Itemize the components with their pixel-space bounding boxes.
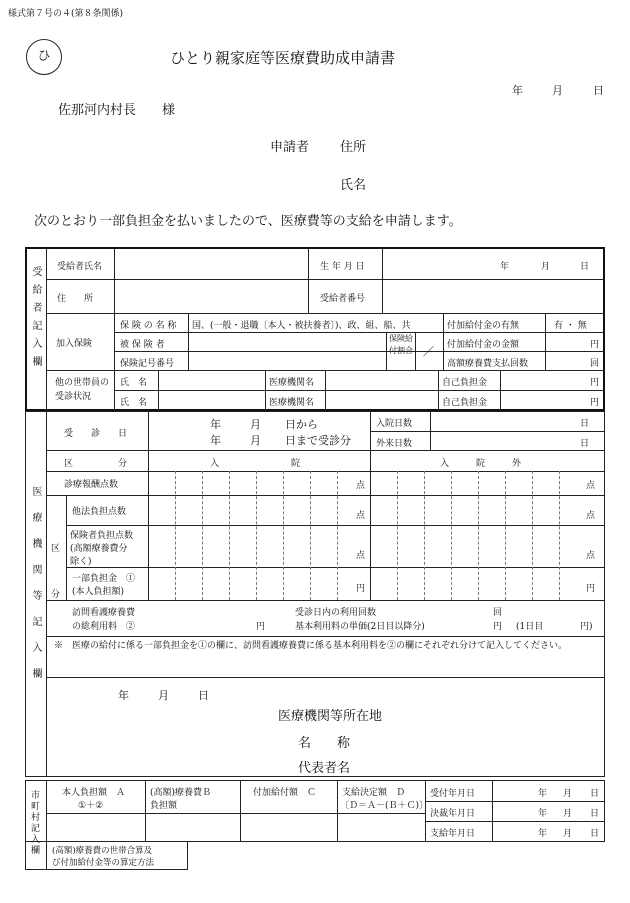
visit-date-label: 受 診 日: [64, 429, 128, 439]
representative-label: 代表者名: [298, 761, 351, 776]
points-inpatient-unit: 点: [356, 481, 366, 491]
benefit-ratio-slash: ／: [423, 345, 434, 358]
benefit-ratio-label: 保険給付割合: [389, 334, 413, 355]
kubun-char-1: 区: [51, 544, 61, 554]
received-year: 年: [538, 789, 548, 799]
decided-month: 月: [563, 809, 573, 819]
applicant-name-label: 氏名: [340, 178, 367, 193]
partial-outpatient-yen: 円: [586, 584, 596, 594]
insurer-points-label-2: (高額療養費分: [70, 544, 128, 554]
member-1-institution-label: 医療機関名: [269, 378, 315, 388]
visit-from-month: 月: [250, 418, 261, 431]
date-day: 日: [593, 84, 604, 97]
received-date-label: 受付年月日: [430, 789, 476, 799]
points-outpatient-unit: 点: [586, 481, 596, 491]
form-title: ひとり親家庭等医療費助成申請書: [170, 49, 396, 67]
calc-method-label-1: (高額)療養費の世帯合算及: [52, 846, 153, 856]
additional-benefit-label: 付加給付金の有無: [447, 321, 520, 331]
other-law-label: 他法負担点数: [72, 507, 127, 517]
insurance-name-label: 保 険 の 名 称: [120, 321, 177, 331]
insurer-points-inpatient-unit: 点: [356, 551, 366, 561]
nursing-base-label: 基本利用料の単価(2日目以降分): [295, 622, 425, 632]
partial-payment-label-1: 一部負担金 ①: [72, 574, 136, 584]
insurer-points-label-1: 保険者負担点数: [70, 531, 134, 541]
nursing-count-label: 受診日内の利用回数: [295, 608, 377, 618]
visit-to-year: 年: [210, 434, 221, 447]
member-1-yen: 円: [590, 378, 600, 388]
member-2-name-label: 氏 名: [120, 398, 148, 408]
insurer-points-outpatient-unit: 点: [586, 551, 596, 561]
member-2-institution-label: 医療機関名: [269, 398, 315, 408]
request-statement: 次のとおり一部負担金を払いましたので、医療費等の支給を申請します。: [34, 214, 462, 229]
amount-a-label-2: ①＋②: [78, 801, 104, 811]
visit-to-day: 日まで受診分: [285, 434, 351, 447]
nursing-base-yen: 円: [493, 622, 503, 632]
recipient-number-label: 受給者番号: [320, 294, 366, 304]
visit-from-day: 日から: [285, 418, 318, 431]
high-cost-count-label: 高額療養費支払回数: [447, 359, 529, 369]
received-month: 月: [563, 789, 573, 799]
partial-payment-label-2: (本人負担額): [72, 587, 125, 597]
applicant-label: 申請者: [270, 140, 310, 155]
paid-year: 年: [538, 829, 548, 839]
hi-stamp: ひ: [26, 39, 62, 75]
amount-d-label-2: 〔Ｄ＝Ａ－(Ｂ＋Ｃ)〕: [340, 801, 429, 811]
other-law-outpatient-unit: 点: [586, 511, 596, 521]
inpatient-days-unit: 日: [580, 419, 590, 429]
paid-month: 月: [563, 829, 573, 839]
dob-day: 日: [580, 262, 590, 272]
amount-a-label-1: 本人負担額 Ａ: [62, 788, 126, 798]
other-law-inpatient-unit: 点: [356, 511, 366, 521]
insurer-points-label-3: 除く): [70, 557, 92, 567]
medical-section-label: 医療機関等記入欄: [30, 486, 41, 694]
outpatient-days-unit: 日: [580, 439, 590, 449]
visit-to-month: 月: [250, 434, 261, 447]
paid-date-label: 支給年月日: [430, 829, 476, 839]
member-1-self-pay-label: 自己負担金: [442, 378, 488, 388]
nursing-label-2: の総利用料 ②: [72, 622, 136, 632]
dob-year: 年: [500, 262, 510, 272]
member-2-self-pay-label: 自己負担金: [442, 398, 488, 408]
institution-address-label: 医療機関等所在地: [278, 709, 383, 724]
amount-b-label-1: (高額)療養費Ｂ: [150, 788, 212, 798]
insurance-name-value: 国、(一般・退職〔本人・被扶養者〕)、政、組、船、共: [192, 321, 411, 331]
date-year: 年: [512, 84, 523, 97]
division-label: 区 分: [64, 459, 128, 469]
nursing-first-day-yen: 円): [580, 622, 593, 632]
insured-label: 被 保 険 者: [120, 340, 165, 350]
additional-benefit-value: 有 ・ 無: [554, 321, 587, 331]
form-number: 様式第７号の４(第８条関係): [8, 9, 124, 19]
high-cost-count-unit: 回: [590, 359, 600, 369]
additional-amount-yen: 円: [590, 340, 600, 350]
kubun-char-2: 分: [51, 590, 61, 600]
inpatient-column-label: 入 院: [210, 459, 301, 469]
date-month: 月: [552, 84, 563, 97]
sign-day: 日: [198, 689, 209, 702]
nursing-total-yen: 円: [256, 622, 266, 632]
outpatient-column-label: 入 院 外: [440, 459, 522, 469]
dob-label: 生 年 月 日: [320, 262, 365, 272]
amount-b-label-2: 負担額: [150, 801, 178, 811]
additional-amount-label: 付加給付金の金額: [447, 340, 520, 350]
amount-c-label: 付加給付額 Ｃ: [253, 788, 317, 798]
member-1-name-label: 氏 名: [120, 378, 148, 388]
decided-day: 日: [590, 809, 600, 819]
nursing-label-1: 訪問看護療養費: [72, 608, 136, 618]
visit-from-year: 年: [210, 418, 221, 431]
entry-note: ※ 医療の給付に係る一部負担金を①の欄に、訪問看護療養費に係る基本利用料を②の欄にそれぞれ分けて記入してください。: [54, 641, 568, 651]
institution-name-label: 名 称: [298, 736, 351, 751]
applicant-address-label: 住所: [340, 140, 367, 155]
member-2-yen: 円: [590, 398, 600, 408]
received-day: 日: [590, 789, 600, 799]
sign-month: 月: [158, 689, 169, 702]
addressee: 佐那河内村長 様: [58, 103, 176, 118]
recipient-name-label: 受給者氏名: [57, 262, 103, 272]
municipal-section-label: 市町村記入欄: [29, 790, 39, 856]
decided-date-label: 決裁年月日: [430, 809, 476, 819]
recipient-address-label: 住 所: [57, 294, 94, 304]
insurance-symbol-label: 保険記号番号: [120, 359, 175, 369]
decided-year: 年: [538, 809, 548, 819]
partial-inpatient-yen: 円: [356, 584, 366, 594]
sign-year: 年: [118, 689, 129, 702]
nursing-count-unit: 回: [493, 608, 503, 618]
amount-d-label-1: 支給決定額 Ｄ: [342, 788, 406, 798]
recipient-section-label: 受給者記入欄: [30, 266, 41, 374]
paid-day: 日: [590, 829, 600, 839]
outpatient-days-label: 外来日数: [376, 439, 413, 449]
insurance-label: 加入保険: [56, 339, 93, 349]
inpatient-days-label: 入院日数: [376, 419, 413, 429]
points-label: 診療報酬点数: [64, 480, 119, 490]
dob-month: 月: [541, 262, 551, 272]
calc-method-label-2: び付加給付金等の算定方法: [52, 858, 155, 868]
nursing-first-day: (1日目: [516, 622, 544, 632]
other-members-label: 他の世帯員の受診状況: [55, 378, 110, 402]
